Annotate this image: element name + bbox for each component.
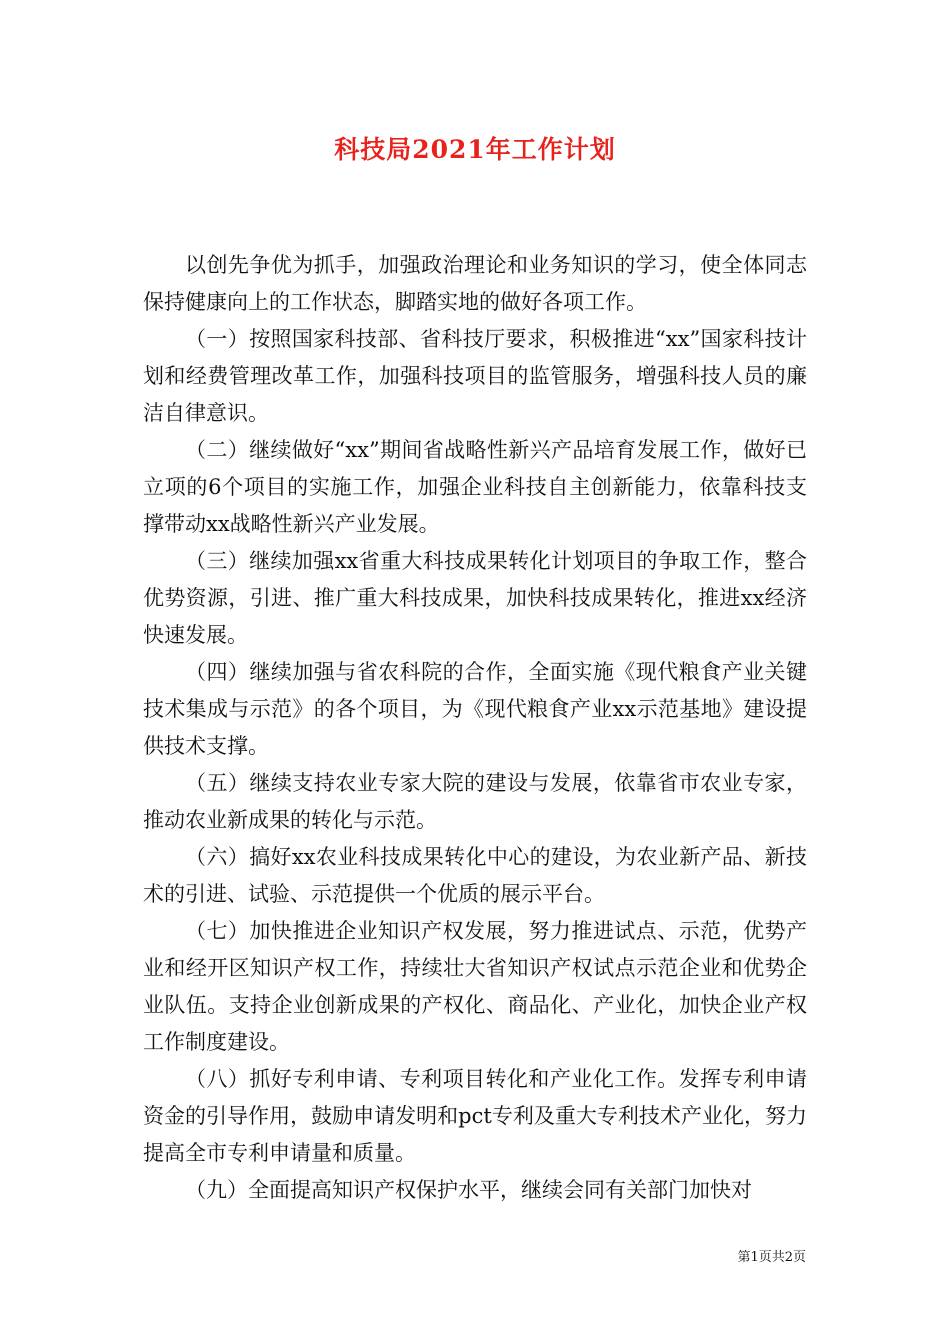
document-body: [143, 247, 807, 1209]
paragraph-item-5: （五）继续支持农业专家大院的建设与发展，依靠省市农业专家，推动农业新成果的转化与示范。: [143, 771, 807, 832]
paragraph-item-9: （九）全面提高知识产权保护水平，继续会同有关部门加快对: [185, 1178, 752, 1202]
paragraph-item-8: （八）抓好专利申请、专利项目转化和产业化工作。发挥专利申请资金的引导作用，鼓励申请发明和pct专利及重大专利技术产业化，努力提高全市专利申请量和质量。: [143, 1067, 807, 1165]
paragraph-item-7: （七）加快推进企业知识产权发展，努力推进试点、示范，优势产业和经开区知识产权工作，持续壮大省知识产权试点示范企业和优势企业队伍。支持企业创新成果的产权化、商品化、产业化，加快企业产权工作制度建设。: [143, 919, 807, 1054]
paragraph-item-2: （二）继续做好“xx”期间省战略性新兴产品培育发展工作，做好已立项的6个项目的实施工作，加强企业科技自主创新能力，依靠科技支撑带动xx战略性新兴产业发展。: [143, 438, 807, 536]
paragraph-intro: 以创先争优为抓手，加强政治理论和业务知识的学习，使全体同志保持健康向上的工作状态，脚踏实地的做好各项工作。: [143, 253, 807, 314]
page-number: 第1页共2页: [737, 1250, 806, 1265]
paragraph-item-6: （六）搞好xx农业科技成果转化中心的建设，为农业新产品、新技术的引进、试验、示范提供一个优质的展示平台。: [143, 845, 807, 906]
paragraph-item-4: （四）继续加强与省农科院的合作，全面实施《现代粮食产业关键技术集成与示范》的各个项目，为《现代粮食产业xx示范基地》建设提供技术支撑。: [143, 660, 807, 758]
document-title: 科技局2021年工作计划: [334, 135, 616, 164]
paragraph-item-1: （一）按照国家科技部、省科技厅要求，积极推进“xx”国家科技计划和经费管理改革工作，加强科技项目的监管服务，增强科技人员的廉洁自律意识。: [143, 327, 807, 425]
paragraph-item-3: （三）继续加强xx省重大科技成果转化计划项目的争取工作，整合优势资源，引进、推广重大科技成果，加快科技成果转化，推进xx经济快速发展。: [143, 549, 807, 647]
